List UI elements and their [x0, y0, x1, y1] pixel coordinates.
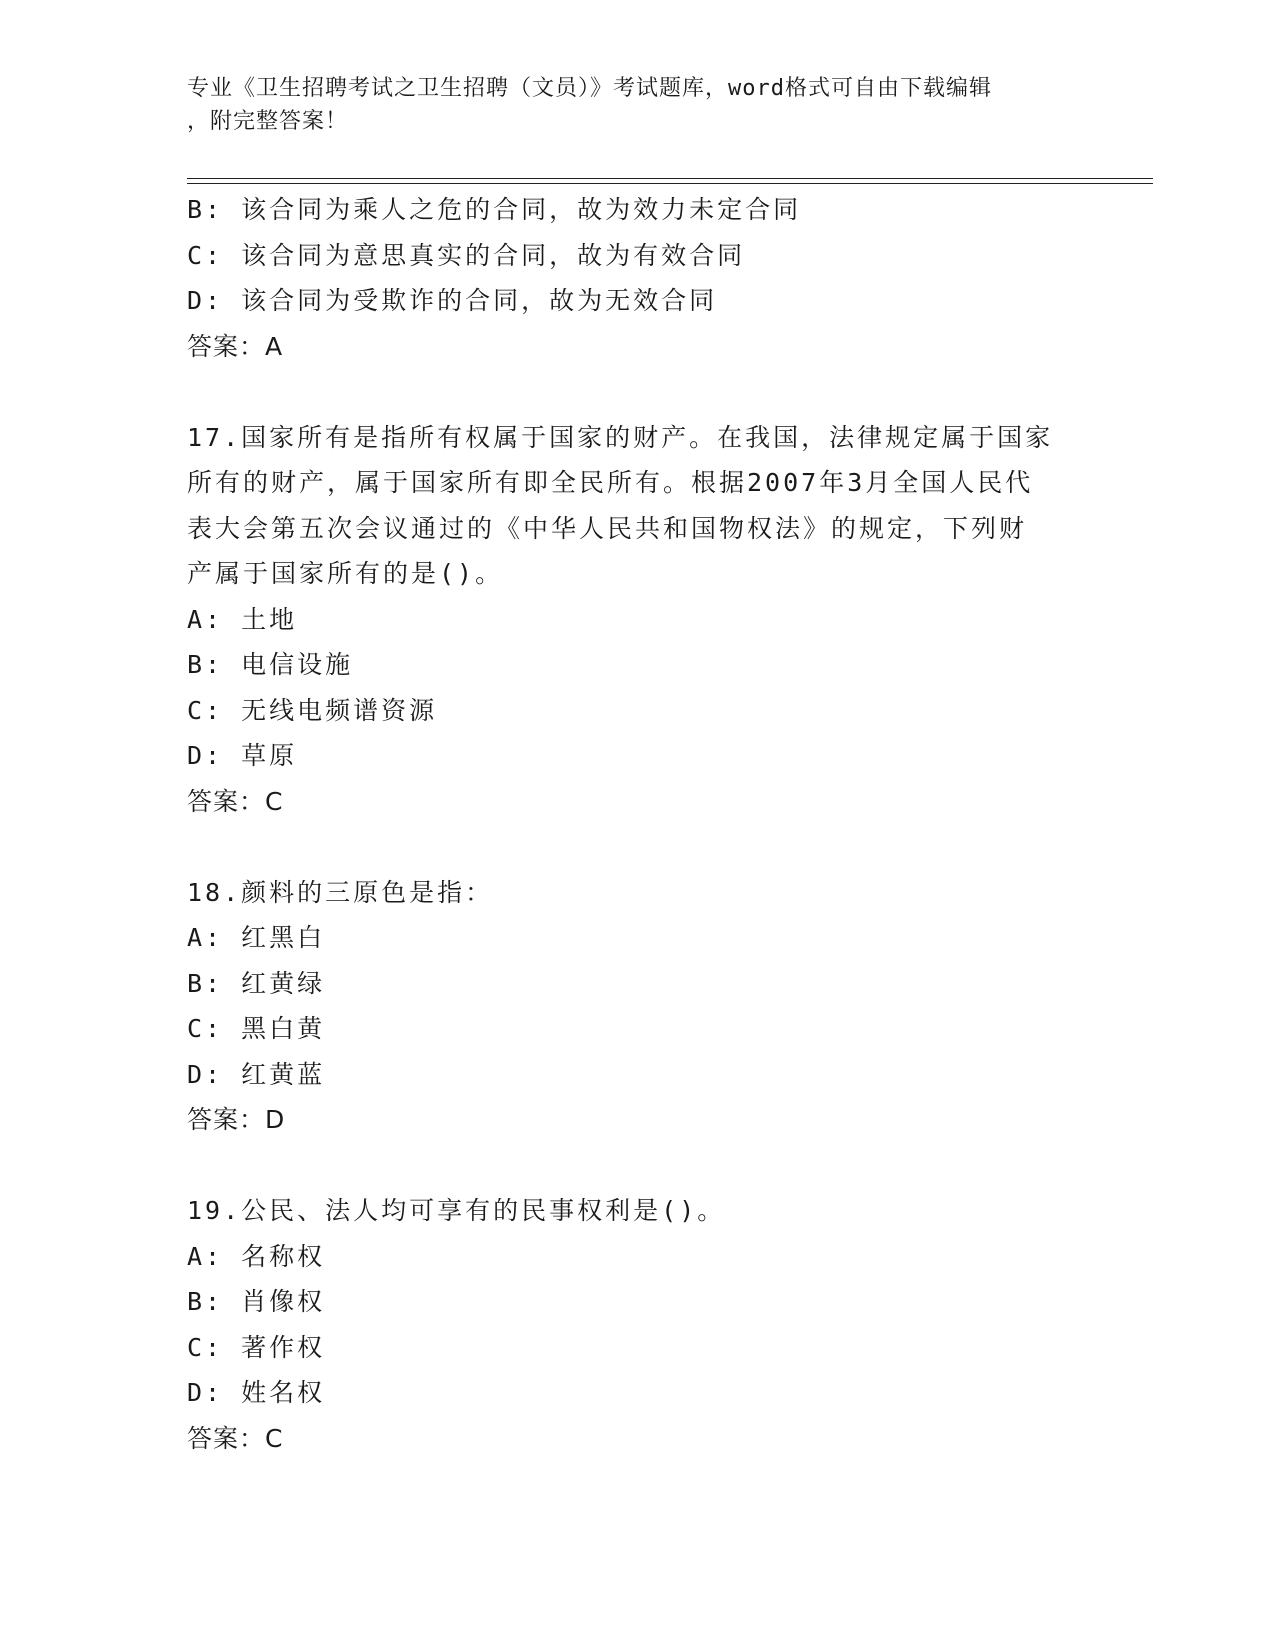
header-divider-bottom — [187, 183, 1153, 184]
header-line-2: ，附完整答案！ — [187, 109, 349, 134]
option-a: A: 红黑白 — [187, 923, 326, 952]
question-stem-line: 17.国家所有是指所有权属于国家的财产。在我国，法律规定属于国家 — [187, 422, 1054, 452]
question-stem-line: 产属于国家所有的是()。 — [187, 559, 504, 588]
question-stem-line: 19.公民、法人均可享有的民事权利是()。 — [187, 1196, 726, 1225]
question-stem-line: 表大会第五次会议通过的《中华人民共和国物权法》的规定，下列财 — [187, 513, 1028, 543]
option-b: B: 红黄绿 — [187, 968, 326, 998]
question-18 — [187, 870, 1087, 1143]
option-b: B: 肖像权 — [187, 1287, 326, 1316]
answer-line: 答案：A — [187, 331, 284, 361]
answer-line: 答案：C — [187, 1423, 284, 1453]
answer-line: 答案：D — [187, 1105, 286, 1134]
option-c: C: 著作权 — [187, 1332, 326, 1362]
option-a: A: 名称权 — [187, 1241, 326, 1271]
question-stem-line: 所有的财产，属于国家所有即全民所有。根据2007年3月全国人民代 — [187, 468, 1034, 497]
question-stem-line: 18.颜料的三原色是指： — [187, 877, 494, 907]
page-header — [187, 72, 1067, 138]
option-d: D: 姓名权 — [187, 1378, 326, 1407]
option-c: C: 无线电频谱资源 — [187, 695, 438, 725]
question-17 — [187, 415, 1087, 825]
option-b: B: 该合同为乘人之危的合同，故为效力未定合同 — [187, 195, 802, 224]
answer-line: 答案：C — [187, 786, 284, 816]
option-c: C: 黑白黄 — [187, 1014, 326, 1043]
question-16-continued — [187, 187, 1087, 369]
header-line-1: 专业《卫生招聘考试之卫生招聘（文员）》考试题库，word格式可自由下载编辑 — [187, 76, 992, 101]
option-d: D: 该合同为受欺诈的合同，故为无效合同 — [187, 286, 718, 315]
option-c: C: 该合同为意思真实的合同，故为有效合同 — [187, 240, 746, 270]
option-d: D: 草原 — [187, 741, 298, 770]
header-divider-top — [187, 178, 1153, 179]
question-list — [187, 187, 1087, 1461]
question-19 — [187, 1188, 1087, 1461]
option-d: D: 红黄蓝 — [187, 1059, 326, 1089]
option-b: B: 电信设施 — [187, 650, 354, 679]
option-a: A: 土地 — [187, 604, 298, 634]
